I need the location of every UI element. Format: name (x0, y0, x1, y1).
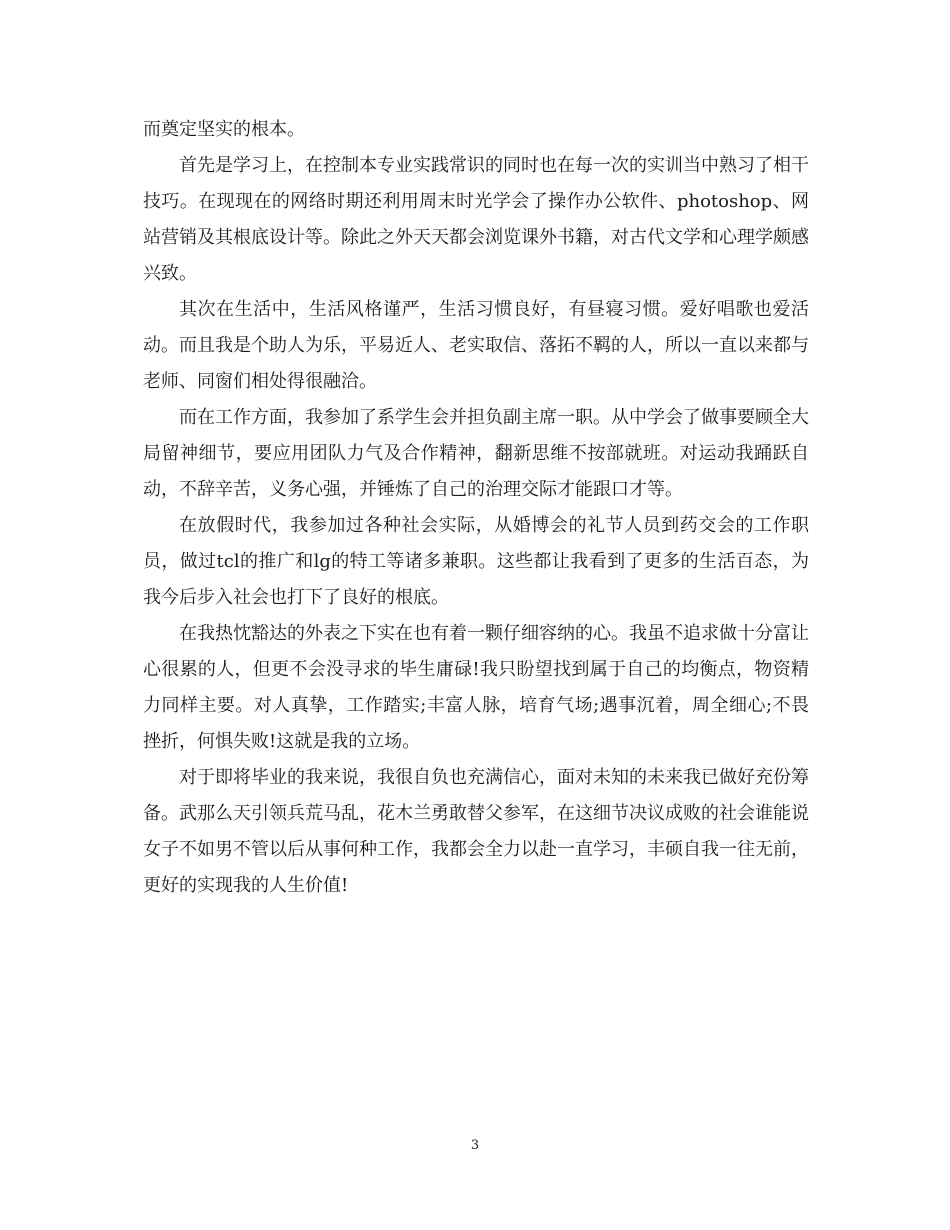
body-text (143, 112, 809, 904)
paragraph-continuation: 而奠定坚实的根本。 (143, 119, 305, 140)
paragraph-study: 首先是学习上，在控制本专业实践常识的同时也在每一次的实训当中熟习了相干技巧。在现现在的网络时期还利用周末时光学会了操作办公软件、photoshop、网站营销及其根底设计等。除此之外天天都会浏览课外书籍，对古代文学和心理学颇感兴致。 (143, 155, 809, 284)
paragraph-life: 其次在生活中，生活风格谨严，生活习惯良好，有昼寝习惯。爱好唱歌也爱活动。而且我是个助人为乐，平易近人、老实取信、落拓不羁的人，所以一直以来都与老师、同窗们相处得很融洽。 (143, 299, 809, 392)
paragraph-character: 在我热忱豁达的外表之下实在也有着一颗仔细容纳的心。我虽不追求做十分富让心很累的人，但更不会没寻求的毕生庸碌!我只盼望找到属于自己的均衡点，物资精力同样主要。对人真挚，工作踏实;丰富人脉，培育气场;遇事沉着，周全细心;不畏挫折，何惧失败!这就是我的立场。 (143, 623, 809, 752)
paragraph-vacation-practice: 在放假时代，我参加过各种社会实际，从婚博会的礼节人员到药交会的工作职员，做过tcl的推广和lg的特工等诸多兼职。这些都让我看到了更多的生活百态，为我今后步入社会也打下了良好的根底。 (143, 515, 809, 608)
paragraph-work: 而在工作方面，我参加了系学生会并担负副主席一职。从中学会了做事要顾全大局留神细节，要应用团队力气及合作精神，翻新思维不按部就班。对运动我踊跃自动，不辞辛苦，义务心强，并锤炼了自己的治理交际才能跟口才等。 (143, 407, 809, 500)
paragraph-conclusion: 对于即将毕业的我来说，我很自负也充满信心，面对未知的未来我已做好充份筹备。武那么天引领兵荒马乱，花木兰勇敢替父参军，在这细节决议成败的社会谁能说女子不如男不管以后从事何种工作，我都会全力以赴一直学习，丰硕自我一往无前，更好的实现我的人生价值! (143, 767, 809, 896)
page-number: 3 (470, 1138, 480, 1153)
